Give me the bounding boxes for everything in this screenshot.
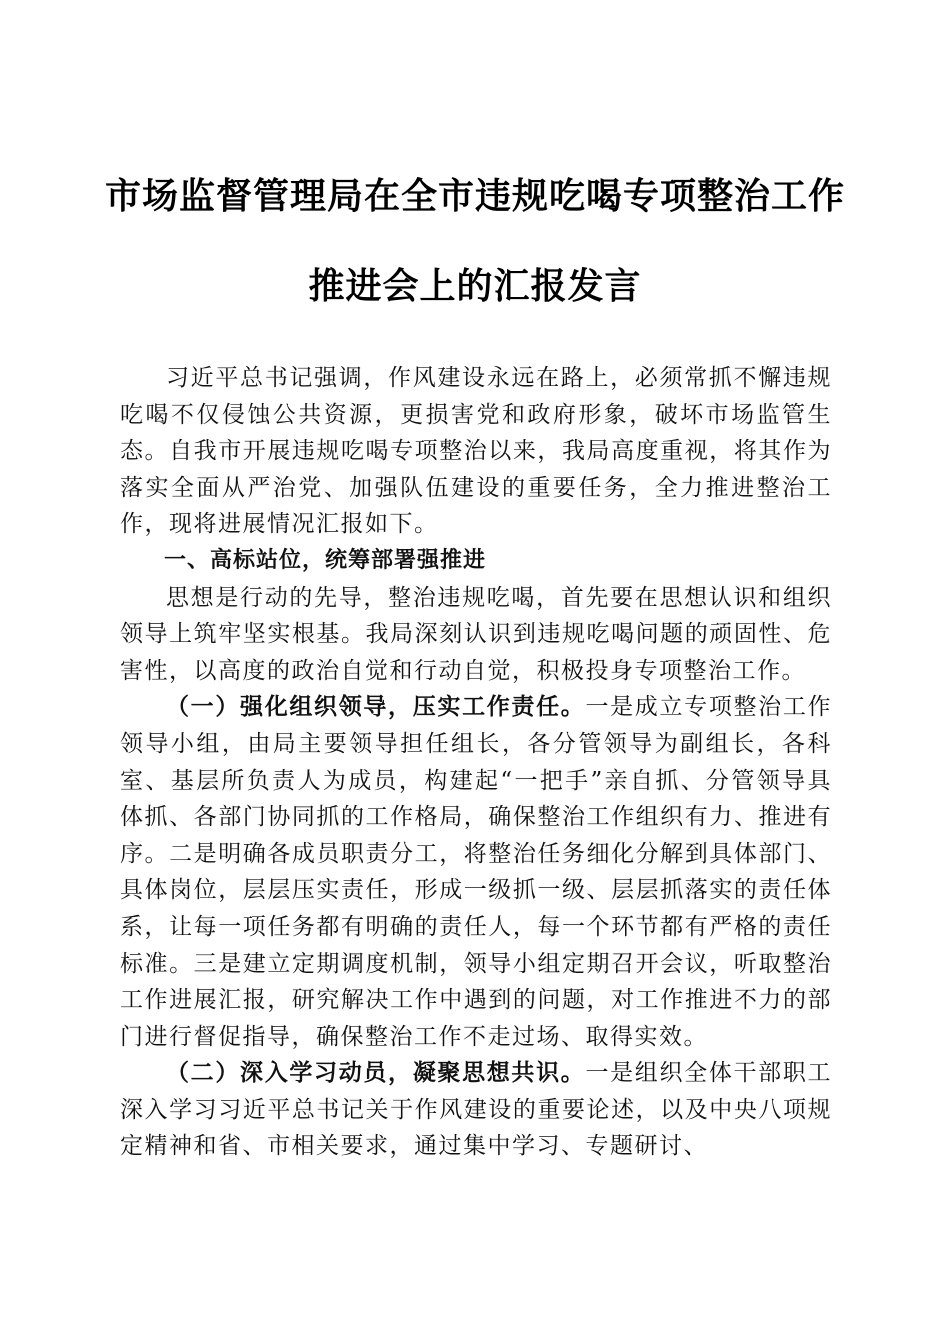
- intro-paragraph: 习近平总书记强调，作风建设永远在路上，必须常抓不懈违规吃喝不仅侵蚀公共资源，更损害党和政府形象，破坏市场监管生态。自我市开展违规吃喝专项整治以来，我局高度重视，将其作为落实全面从严治党、加强队伍建设的重要任务，全力推进整治工作，现将进展情况汇报如下。: [120, 365, 832, 538]
- subsection-1-lead: （一）强化组织领导，压实工作责任。: [166, 693, 586, 721]
- subsection-2-lead: （二）深入学习动员，凝聚思想共识。: [166, 1059, 586, 1087]
- subsection-1-text: 一是成立专项整治工作领导小组，由局主要领导担任组长，各分管领导为副组长，各科室、基层所负责人为成员，构建起“一把手”亲自抓、分管领导具体抓、各部门协同抓的工作格局，确保整治工作组织有力、推进有序。二是明确各成员职责分工，将整治任务细化分解到具体部门、具体岗位，层层压实责任，形成一级抓一级、层层抓落实的责任体系，让每一项任务都有明确的责任人，每一个环节都有严格的责任标准。三是建立定期调度机制，领导小组定期召开会议，听取整治工作进展汇报，研究解决工作中遇到的问题，对工作推进不力的部门进行督促指导，确保整治工作不走过场、取得实效。: [120, 694, 833, 1050]
- document-title-line-1: 市场监督管理局在全市违规吃喝专项整治工作: [104, 175, 845, 217]
- subsection-2-paragraph: [120, 1055, 832, 1165]
- subsection-2-text: 一是组织全体干部职工深入学习习近平总书记关于作风建设的重要论述，以及中央八项规定精神和省、市相关要求，通过集中学习、专题研讨、: [120, 1060, 833, 1160]
- section-1-intro-paragraph: 思想是行动的先导，整治违规吃喝，首先要在思想认识和组织领导上筑牢坚实根基。我局深刻认识到违规吃喝问题的顽固性、危害性，以高度的政治自觉和行动自觉，积极投身专项整治工作。: [120, 584, 832, 684]
- document-body: [120, 360, 832, 1165]
- subsection-1-paragraph: [120, 689, 832, 1055]
- document-title-line-2: 推进会上的汇报发言: [308, 265, 642, 307]
- section-1-heading: 一、高标站位，统筹部署强推进: [164, 547, 487, 573]
